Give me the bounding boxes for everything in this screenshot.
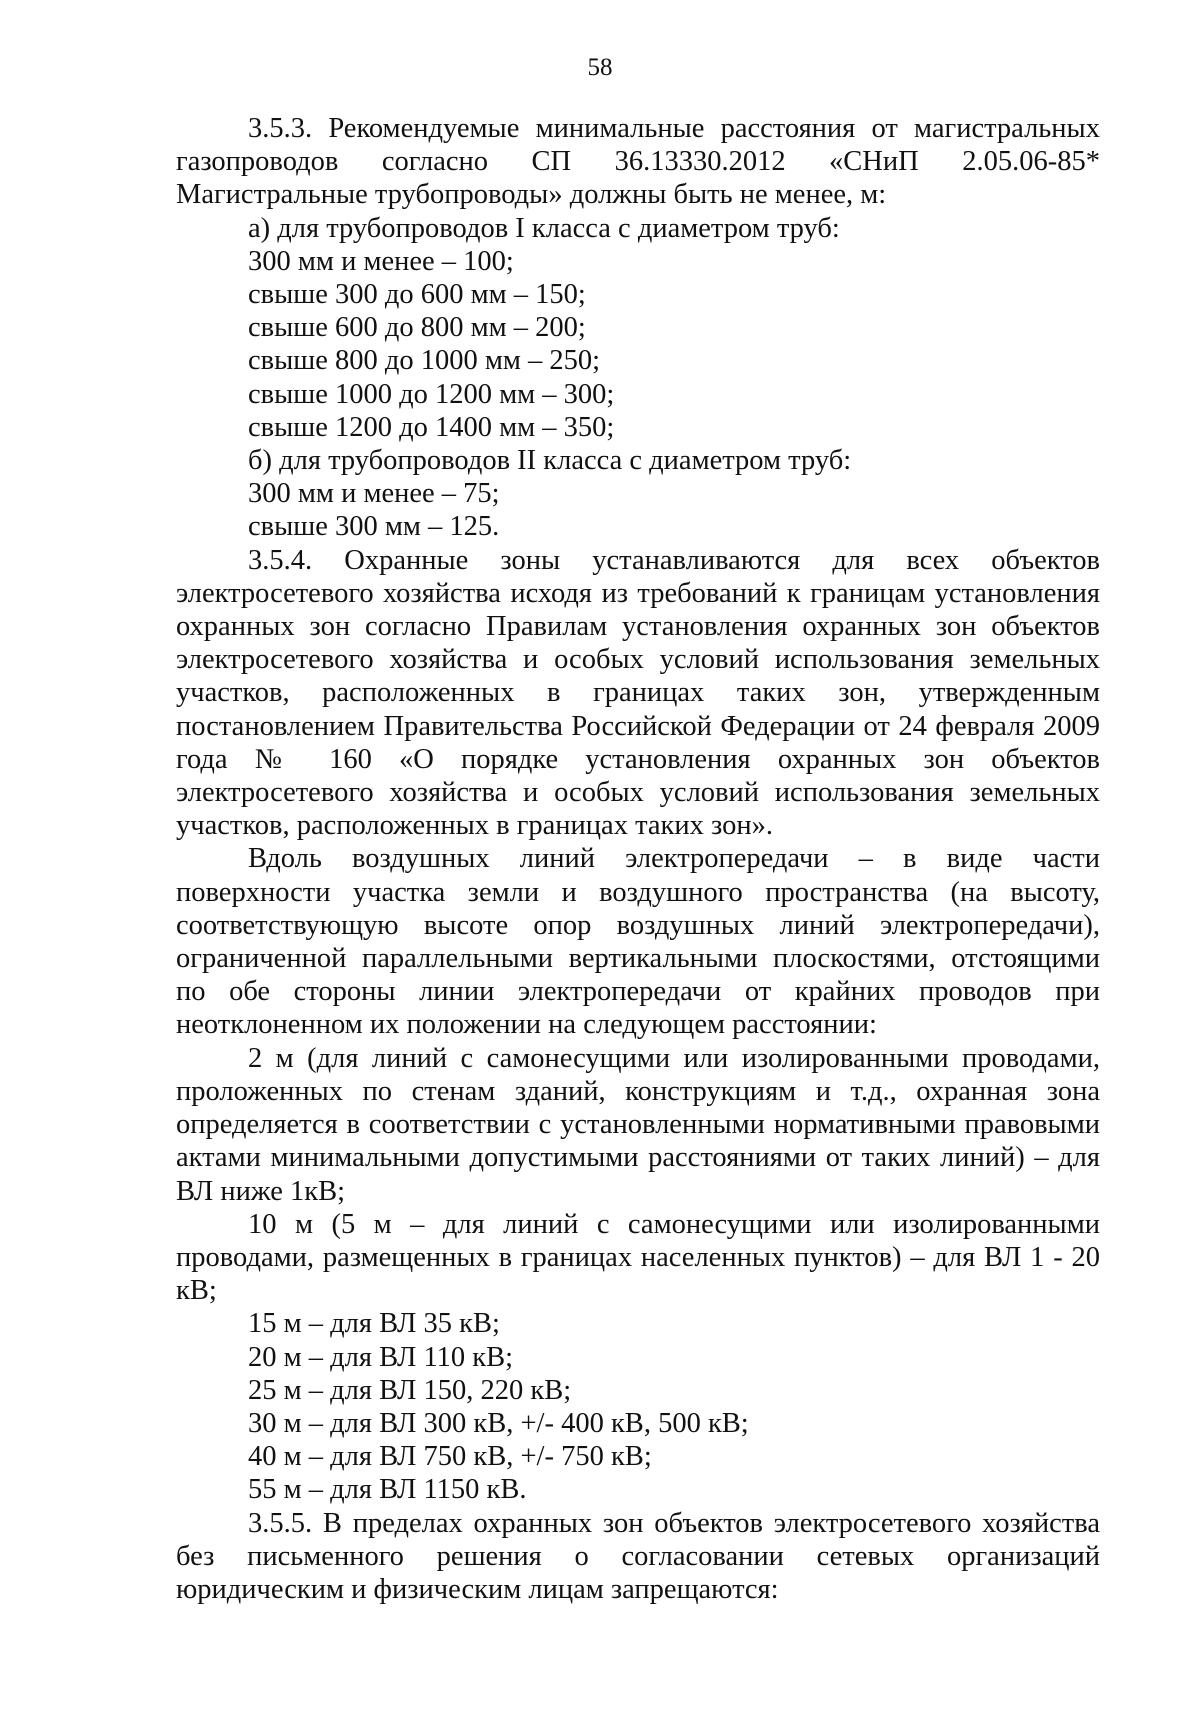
list-item: 15 м – для ВЛ 35 кВ; <box>248 1308 500 1340</box>
class-b-heading: б) для трубопроводов II класса с диаметром труб: <box>248 445 852 477</box>
word: 2.05.06-85* <box>962 146 1100 178</box>
list-item: свыше 800 до 1000 мм – 250; <box>248 345 601 377</box>
list-item: свыше 600 до 800 мм – 200; <box>248 312 586 344</box>
list-item: 300 мм и менее – 75; <box>248 478 500 510</box>
list-item: свыше 300 до 600 мм – 150; <box>248 279 586 311</box>
list-item: свыше 1200 до 1400 мм – 350; <box>248 411 615 443</box>
word: «СНиП <box>829 146 919 178</box>
section-3-5-5-paragraph: 3.5.5. В пределах охранных зон объектов электросетевого хозяйства без письменного решения о согласовании сетевых организаций юридическим и физическим лицам запрещаются: <box>176 1507 1100 1605</box>
distance-10m-paragraph: 10 м (5 м – для линий с самонесущими или изолированными проводами, размещенных в границах населенных пунктов) – для ВЛ 1 - 20 кВ; <box>176 1208 1100 1307</box>
word: расстояния <box>720 113 856 144</box>
word: магистральных <box>914 113 1100 144</box>
word: от <box>871 113 898 144</box>
list-item: 55 м – для ВЛ 1150 кВ. <box>248 1474 527 1506</box>
word: газопроводов <box>176 146 339 178</box>
word: СП <box>531 146 572 178</box>
distance-2m-paragraph: 2 м (для линий с самонесущими или изолированными проводами, проложенных по стенам зданий, конструкциям и т.д., охранная зона определяется в соответствии с установленными нормативными правовыми актами минимальными допустимыми расстояниями от таких линий) – для ВЛ ниже 1кВ; <box>176 1042 1100 1207</box>
word: Рекомендуемые <box>328 113 520 144</box>
word: 36.13330.2012 <box>614 146 786 178</box>
overhead-lines-paragraph: Вдоль воздушных линий электропередачи – в виде части поверхности участка земли и воздушного пространства (на высоту, соответствующую высоте опор воздушных линий электропередачи), ограниченной параллельными вертикальными плоскостями, отстоящими по обе стороны линии электропередачи от крайних проводов при неотклоненном их положении на следующем расстоянии: <box>176 843 1100 1041</box>
class-a-heading: а) для трубопроводов I класса с диаметром труб: <box>248 212 840 244</box>
section-3-5-3-line-3: Магистральные трубопроводы» должны быть не менее, м: <box>176 179 887 211</box>
list-item: 25 м – для ВЛ 150, 220 кВ; <box>248 1374 572 1406</box>
word: согласно <box>381 146 488 178</box>
list-item: 300 мм и менее – 100; <box>248 245 514 277</box>
document-body <box>176 112 1100 1606</box>
list-item: свыше 300 мм – 125. <box>248 511 500 543</box>
list-item: 30 м – для ВЛ 300 кВ, +/- 400 кВ, 500 кВ; <box>248 1407 749 1439</box>
word: 3.5.3. <box>248 113 313 144</box>
list-item: 40 м – для ВЛ 750 кВ, +/- 750 кВ; <box>248 1441 652 1473</box>
section-3-5-3-line-1 <box>176 112 1100 145</box>
section-3-5-3-line-2 <box>176 145 1100 178</box>
list-item: 20 м – для ВЛ 110 кВ; <box>248 1341 514 1373</box>
section-3-5-4-paragraph: 3.5.4. Охранные зоны устанавливаются для всех объектов электросетевого хозяйства исходя из требований к границам установления охранных зон согласно Правилам установления охранных зон объектов электросетевого хозяйства и особых условий использования земельных участков, расположенных в границах таких зон, утвержденным постановлением Правительства Российской Федерации от 24 февраля 2009 года № 160 «О порядке установления охранных зон объектов электросетевого хозяйства и особых условий использования земельных участков, расположенных в границах таких зон». <box>176 544 1100 842</box>
list-item: свыше 1000 до 1200 мм – 300; <box>248 378 615 410</box>
page-number: 58 <box>587 54 613 81</box>
word: минимальные <box>535 113 705 144</box>
